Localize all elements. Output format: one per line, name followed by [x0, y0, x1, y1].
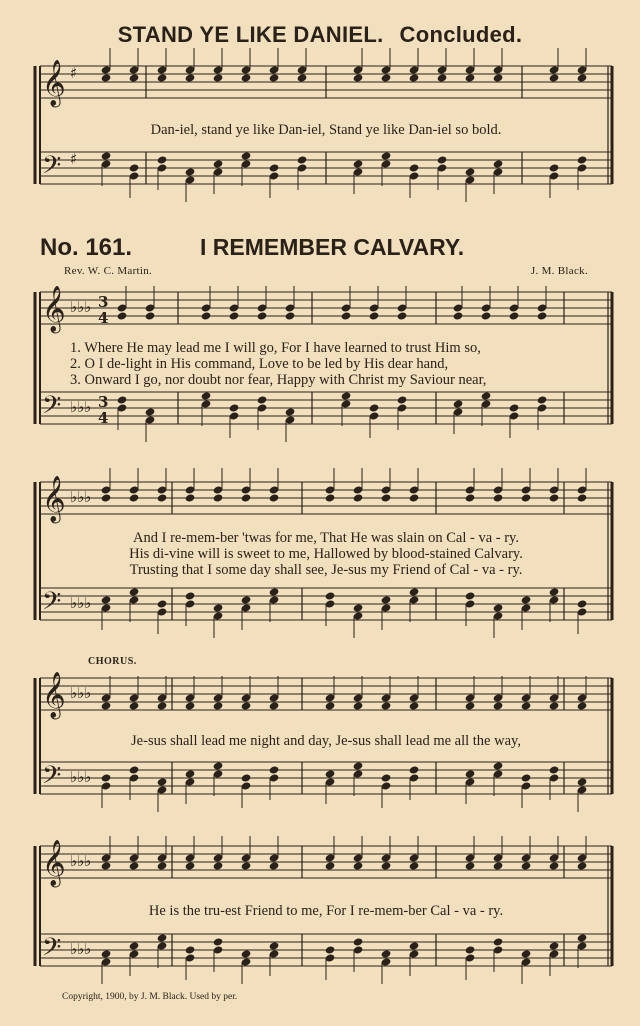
note-head	[409, 493, 420, 502]
note-head	[493, 861, 504, 870]
note-head	[129, 765, 140, 774]
note-head	[269, 765, 280, 774]
note-head	[381, 595, 392, 604]
note-head	[577, 861, 588, 870]
note-head	[341, 311, 352, 320]
note-head	[549, 163, 560, 172]
note-head	[157, 155, 168, 164]
note-head	[185, 945, 196, 954]
note-head	[353, 761, 364, 770]
note-head	[185, 73, 196, 82]
note-head	[269, 701, 280, 710]
note-head	[397, 395, 408, 404]
note-head	[453, 311, 464, 320]
note-head	[269, 163, 280, 172]
verse-line-1: 1. Where He may lead me I will go, For I have learned to trust Him so,	[70, 340, 481, 356]
note-head	[157, 933, 168, 942]
verse-line-2: 2. O I de-light in His command, Love to be led by His dear hand,	[70, 356, 449, 372]
verse-line-3: 3. Onward I go, nor doubt nor fear, Happy with Christ my Saviour near,	[70, 372, 487, 388]
note-head	[409, 941, 420, 950]
hymn-title: I REMEMBER CALVARY.	[200, 234, 465, 260]
note-head	[577, 599, 588, 608]
note-head	[509, 403, 520, 412]
note-head	[157, 73, 168, 82]
note-head	[129, 701, 140, 710]
note-head	[129, 73, 140, 82]
note-head	[129, 861, 140, 870]
note-head	[241, 701, 252, 710]
note-head	[465, 73, 476, 82]
note-head	[353, 603, 364, 612]
note-head	[117, 311, 128, 320]
bass-clef-icon: 𝄢	[42, 151, 62, 186]
note-head	[409, 73, 420, 82]
treble-clef-icon: 𝄞	[42, 476, 66, 522]
note-head	[353, 73, 364, 82]
note-head	[409, 163, 420, 172]
treble-clef-icon: 𝄞	[42, 60, 66, 106]
chorus-line-2: He is the tru-est Friend to me, For I re-mem-ber Cal - va - ry.	[148, 903, 504, 919]
note-head	[101, 861, 112, 870]
treble-clef-icon: 𝄞	[42, 286, 66, 332]
bass-clef-icon: 𝄢	[42, 391, 62, 426]
note-head	[481, 391, 492, 400]
note-head	[369, 403, 380, 412]
note-head	[381, 73, 392, 82]
note-head	[465, 493, 476, 502]
note-head	[241, 73, 252, 82]
sharp-icon: ♯	[70, 64, 78, 82]
note-head	[241, 493, 252, 502]
note-head	[493, 603, 504, 612]
note-head	[325, 701, 336, 710]
note-head	[381, 701, 392, 710]
chorus-line-1: Je-sus shall lead me night and day, Je-sus shall lead me all the way,	[131, 733, 521, 749]
flat-icon: ♭♭♭	[70, 852, 92, 870]
note-head	[465, 945, 476, 954]
note-head	[465, 591, 476, 600]
note-head	[213, 761, 224, 770]
note-head	[185, 591, 196, 600]
note-head	[549, 701, 560, 710]
note-head	[325, 591, 336, 600]
note-head	[129, 941, 140, 950]
note-head	[577, 777, 588, 786]
bass-clef-icon: 𝄢	[42, 761, 62, 796]
note-head	[201, 391, 212, 400]
note-head	[269, 861, 280, 870]
sharp-icon: ♯	[70, 150, 78, 168]
note-head	[285, 407, 296, 416]
note-head	[297, 155, 308, 164]
flat-icon: ♭♭♭	[70, 940, 92, 958]
note-head	[269, 493, 280, 502]
note-head	[493, 493, 504, 502]
flat-icon: ♭♭♭	[70, 398, 92, 416]
note-head	[409, 765, 420, 774]
composer-credit: J. M. Black.	[530, 265, 588, 277]
note-head	[101, 493, 112, 502]
author-credit: Rev. W. C. Martin.	[64, 265, 153, 277]
top-lyric-line: Dan-iel, stand ye like Dan-iel, Stand ye like Dan-iel so bold.	[150, 122, 502, 138]
note-head	[353, 493, 364, 502]
treble-clef-icon: 𝄞	[42, 672, 66, 718]
note-head	[185, 167, 196, 176]
note-head	[241, 949, 252, 958]
time-signature-bottom: 4	[98, 409, 109, 427]
note-head	[145, 311, 156, 320]
note-head	[521, 949, 532, 958]
note-head	[185, 769, 196, 778]
note-head	[325, 945, 336, 954]
note-head	[493, 701, 504, 710]
note-head	[537, 311, 548, 320]
note-head	[521, 595, 532, 604]
note-head	[285, 311, 296, 320]
note-head	[269, 73, 280, 82]
note-head	[549, 861, 560, 870]
note-head	[201, 311, 212, 320]
note-head	[493, 73, 504, 82]
note-head	[465, 167, 476, 176]
note-head	[381, 151, 392, 160]
note-head	[101, 949, 112, 958]
hymn-number: No. 161.	[40, 234, 133, 261]
note-head	[101, 701, 112, 710]
bass-clef-icon: 𝄢	[42, 933, 62, 968]
note-head	[101, 595, 112, 604]
note-head	[409, 587, 420, 596]
note-head	[397, 311, 408, 320]
note-head	[129, 493, 140, 502]
note-head	[341, 391, 352, 400]
note-head	[229, 403, 240, 412]
copyright-notice: Copyright, 1900, by J. M. Black. Used by per.	[62, 992, 238, 1002]
note-head	[185, 701, 196, 710]
note-head	[577, 933, 588, 942]
note-head	[353, 937, 364, 946]
concluded-label: Concluded.	[399, 22, 523, 47]
note-head	[101, 773, 112, 782]
note-head	[381, 493, 392, 502]
note-head	[409, 701, 420, 710]
note-head	[157, 701, 168, 710]
note-head	[157, 861, 168, 870]
time-signature-bottom: 4	[98, 309, 109, 327]
note-head	[549, 765, 560, 774]
note-head	[537, 395, 548, 404]
note-head	[577, 701, 588, 710]
treble-clef-icon: 𝄞	[42, 840, 66, 886]
note-head	[353, 159, 364, 168]
note-head	[493, 937, 504, 946]
time-signature-top: 3	[98, 293, 109, 311]
note-head	[325, 861, 336, 870]
note-head	[521, 861, 532, 870]
note-head	[185, 861, 196, 870]
note-head	[129, 163, 140, 172]
hymn-title-text: STAND YE LIKE DANIEL.	[117, 22, 384, 47]
verse-cont-line-3: Trusting that I some day shall see, Je-sus my Friend of Cal - va - ry.	[129, 562, 523, 578]
note-head	[213, 493, 224, 502]
note-head	[353, 701, 364, 710]
note-head	[241, 773, 252, 782]
flat-icon: ♭♭♭	[70, 768, 92, 786]
note-head	[493, 761, 504, 770]
note-head	[213, 701, 224, 710]
note-head	[577, 73, 588, 82]
note-head	[117, 395, 128, 404]
note-head	[213, 73, 224, 82]
note-head	[465, 701, 476, 710]
note-head	[101, 151, 112, 160]
note-head	[577, 155, 588, 164]
note-head	[129, 587, 140, 596]
note-head	[145, 407, 156, 416]
note-head	[549, 941, 560, 950]
note-head	[213, 159, 224, 168]
note-head	[325, 493, 336, 502]
note-head	[241, 861, 252, 870]
note-head	[437, 155, 448, 164]
note-head	[481, 311, 492, 320]
note-head	[521, 773, 532, 782]
note-head	[101, 73, 112, 82]
note-head	[229, 311, 240, 320]
note-head	[241, 151, 252, 160]
note-head	[257, 395, 268, 404]
note-head	[381, 773, 392, 782]
time-signature-top: 3	[98, 393, 109, 411]
note-head	[269, 941, 280, 950]
note-head	[381, 949, 392, 958]
note-head	[297, 73, 308, 82]
note-head	[509, 311, 520, 320]
verse-cont-line-1: And I re-mem-ber 'twas for me, That He was slain on Cal - va - ry.	[133, 530, 519, 546]
note-head	[381, 861, 392, 870]
note-head	[549, 493, 560, 502]
note-head	[465, 769, 476, 778]
note-head	[453, 399, 464, 408]
note-head	[213, 603, 224, 612]
note-head	[493, 159, 504, 168]
verse-cont-line-2: His di-vine will is sweet to me, Hallowed by blood-stained Calvary.	[129, 546, 523, 562]
note-head	[157, 777, 168, 786]
note-head	[521, 493, 532, 502]
note-head	[549, 587, 560, 596]
note-head	[185, 493, 196, 502]
note-head	[465, 861, 476, 870]
note-head	[157, 493, 168, 502]
note-head	[409, 861, 420, 870]
note-head	[241, 595, 252, 604]
note-head	[353, 861, 364, 870]
flat-icon: ♭♭♭	[70, 298, 92, 316]
note-head	[213, 937, 224, 946]
flat-icon: ♭♭♭	[70, 488, 92, 506]
bass-clef-icon: 𝄢	[42, 587, 62, 622]
note-head	[157, 599, 168, 608]
note-head	[369, 311, 380, 320]
note-head	[521, 701, 532, 710]
note-head	[325, 769, 336, 778]
note-head	[257, 311, 268, 320]
note-head	[437, 73, 448, 82]
note-head	[269, 587, 280, 596]
flat-icon: ♭♭♭	[70, 594, 92, 612]
chorus-label: CHORUS.	[88, 656, 137, 667]
note-head	[213, 861, 224, 870]
note-head	[577, 493, 588, 502]
flat-icon: ♭♭♭	[70, 684, 92, 702]
note-head	[549, 73, 560, 82]
